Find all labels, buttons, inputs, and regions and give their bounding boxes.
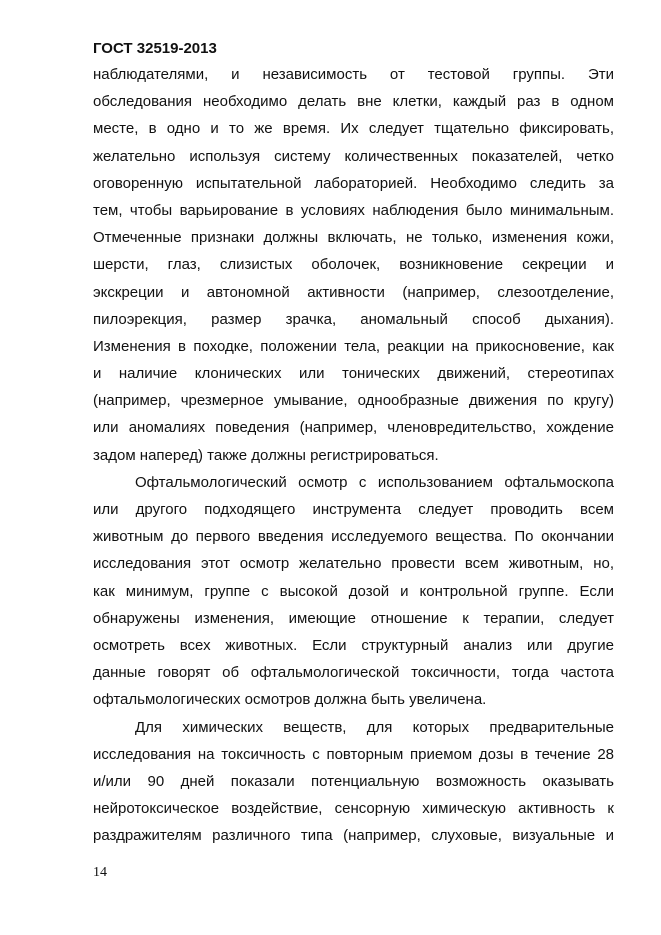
text-line: тем, чтобы варьирование в условиях наблюдения было минимальным. <box>93 201 614 219</box>
page-number: 14 <box>93 865 107 880</box>
text-line: исследования на токсичность с повторным приемом дозы в течение 28 <box>93 745 614 763</box>
text-line: месте, в одно и то же время. Их следует тщательно фиксировать, <box>93 120 614 138</box>
text-line: исследования этот осмотр желательно провести всем животным, но, <box>93 555 614 573</box>
text-line: Для химических веществ, для которых предварительные <box>135 718 614 736</box>
text-line: Изменения в походке, положении тела, реакции на прикосновение, как <box>93 337 614 355</box>
paragraph-2 <box>93 469 614 714</box>
text-line: нейротоксическое воздействие, сенсорную химическую активность к <box>93 800 614 818</box>
text-line: или другого подходящего инструмента следует проводить всем <box>93 501 614 518</box>
text-line: раздражителям различного типа (например, слуховые, визуальные и <box>93 827 614 845</box>
text-line: наблюдателями, и независимость от тестовой группы. Эти <box>93 66 614 83</box>
text-line: как минимум, группе с высокой дозой и контрольной группе. Если <box>93 582 614 600</box>
text-line: экскреции и автономной активности (например, слезоотделение, <box>93 283 614 301</box>
text-line: и/или 90 дней показали потенциальную возможность оказывать <box>93 772 614 790</box>
body-text <box>93 61 614 849</box>
text-line: задом наперед) также должны регистрироваться. <box>93 446 439 464</box>
text-line: животным до первого введения исследуемого вещества. По окончании <box>93 528 614 546</box>
text-line: шерсти, глаз, слизистых оболочек, возникновение секреции и <box>93 256 614 274</box>
text-line: и наличие клонических или тонических движений, стереотипах <box>93 365 614 383</box>
text-line: (например, чрезмерное умывание, однообразные движения по кругу) <box>93 392 614 410</box>
text-line: Отмеченные признаки должны включать, не только, изменения кожи, <box>93 229 614 247</box>
text-line: пилоэрекция, размер зрачка, аномальный способ дыхания). <box>93 310 614 328</box>
text-line: или аномалиях поведения (например, членовредительство, хождение <box>93 419 614 437</box>
text-line: оговоренную испытательной лабораторией. Необходимо следить за <box>93 174 614 192</box>
text-line: осмотреть всех животных. Если структурный анализ или другие <box>93 636 614 654</box>
paragraph-1 <box>93 61 614 469</box>
text-line: офтальмологических осмотров должна быть увеличена. <box>93 691 487 709</box>
text-line: желательно используя систему количественных показателей, четко <box>93 147 614 165</box>
paragraph-3 <box>93 714 614 850</box>
text-line: обследования необходимо делать вне клетки, каждый раз в одном <box>93 93 614 111</box>
document-header: ГОСТ 32519-2013 <box>93 40 217 57</box>
text-line: данные говорят об офтальмологической токсичности, тогда частота <box>93 664 614 682</box>
text-line: Офтальмологический осмотр с использованием офтальмоскопа <box>135 473 614 491</box>
text-line: обнаружены изменения, имеющие отношение к терапии, следует <box>93 609 614 627</box>
